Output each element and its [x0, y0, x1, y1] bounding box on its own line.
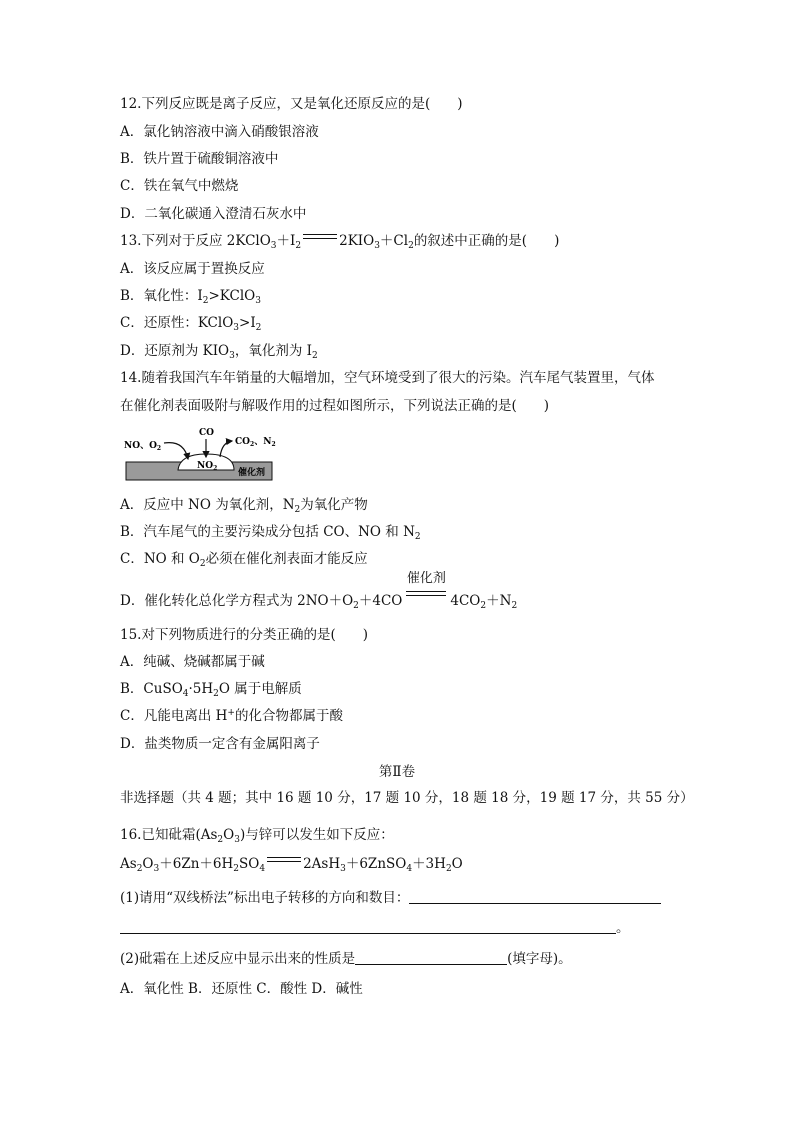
catalyst-diagram — [120, 426, 280, 484]
diagram-inlet-label: NO、$O_2$ — [124, 441, 162, 452]
q16-options: A．氧化性 B．还原性 C．酸性 D．碱性 — [120, 981, 363, 997]
q13-option-d: D．还原剂为 $KIO_3$，氧化剂为 $I_2$ — [120, 343, 318, 361]
q12-stem: 12.下列反应既是离子反应，又是氧化还原反应的是( ) — [120, 96, 463, 112]
q13-option-c: C．还原性：$KClO_3>I_2$ — [120, 315, 262, 333]
answer-blank-1a[interactable] — [409, 888, 661, 904]
diagram-outlet-label: $CO_2$、$N_2$ — [235, 437, 276, 448]
answer-blank-1b[interactable] — [120, 918, 616, 934]
q14-option-a: A．反应中 NO 为氧化剂，$N_2$为氧化产物 — [120, 497, 368, 515]
q13-option-a: A．该反应属于置换反应 — [120, 261, 265, 277]
q12-option-d: D．二氧化碳通入澄清石灰水中 — [120, 206, 307, 222]
q16-part1: (1)请用“双线桥法”标出电子转移的方向和数目： — [120, 888, 661, 907]
q12-option-a: A．氯化钠溶液中滴入硝酸银溶液 — [120, 124, 319, 140]
q15-option-d: D．盐类物质一定含有金属阳离子 — [120, 736, 320, 752]
q16-part1-cont: 。 — [120, 918, 630, 937]
q14-option-d: D．催化转化总化学方程式为 $2NO+O_2+4CO$ 催化剂 $4CO_2+N_2$ — [120, 571, 518, 611]
inflow-arrow — [164, 443, 188, 459]
section-title: 第Ⅱ卷 — [378, 764, 416, 780]
catalyst-condition-equals — [404, 571, 448, 607]
condition-label: 催化剂 — [406, 571, 446, 586]
q12-option-b: B．铁片置于硫酸铜溶液中 — [120, 151, 279, 167]
q16-equation: $As_2O_3+6Zn+6H_2SO_4$ $2AsH_3+6ZnSO_4+3H_2O$ — [120, 856, 463, 874]
q15-option-c: C．凡能电离出 H+的化合物都属于酸 — [120, 708, 343, 724]
q15-option-a: A．纯碱、烧碱都属于碱 — [120, 654, 265, 670]
q12-option-c: C．铁在氧气中燃烧 — [120, 178, 239, 194]
q14-stem-line2: 在催化剂表面吸附与解吸作用的过程如图所示，下列说法正确的是( ) — [120, 398, 550, 414]
double-line-equals — [267, 855, 301, 865]
q13-stem: 13.下列对于反应 $2KClO_3+I_2$ $2KIO_3+Cl_2$的叙述中正确的是( ) — [120, 233, 560, 251]
diagram-catalyst-label: 催化剂 — [238, 468, 266, 478]
q14-stem-line1: 14.随着我国汽车年销量的大幅增加，空气环境受到了很大的污染。汽车尾气装置里，气体 — [120, 370, 655, 386]
q14-option-c: C．NO 和 $O_2$必须在催化剂表面才能反应 — [120, 551, 368, 569]
q15-option-b: B．$CuSO_4\cdot 5H_2O$ 属于电解质 — [120, 681, 302, 699]
diagram-no2-label: $NO_2$ — [197, 461, 218, 472]
q16-part2: (2)砒霜在上述反应中显示出来的性质是 (填字母)。 — [120, 951, 572, 967]
outflow-arrow — [220, 441, 232, 457]
q15-stem: 15.对下列物质进行的分类正确的是( ) — [120, 627, 369, 643]
q13-option-b: B．氧化性：$I_2>KClO_3$ — [120, 288, 261, 306]
answer-blank-2[interactable] — [355, 949, 507, 965]
section-description: 非选择题（共 4 题；其中 16 题 10 分，17 题 10 分，18 题 18 分，19 题 17 分，共 55 分） — [120, 790, 694, 806]
q16-stem: 16.已知砒霜$(As_2O_3)$与锌可以发生如下反应： — [120, 827, 394, 845]
diagram-co-label: CO — [199, 428, 215, 438]
double-line-equals — [303, 232, 337, 242]
q14-option-b: B．汽车尾气的主要污染成分包括 CO、NO 和 $N_2$ — [120, 524, 421, 542]
